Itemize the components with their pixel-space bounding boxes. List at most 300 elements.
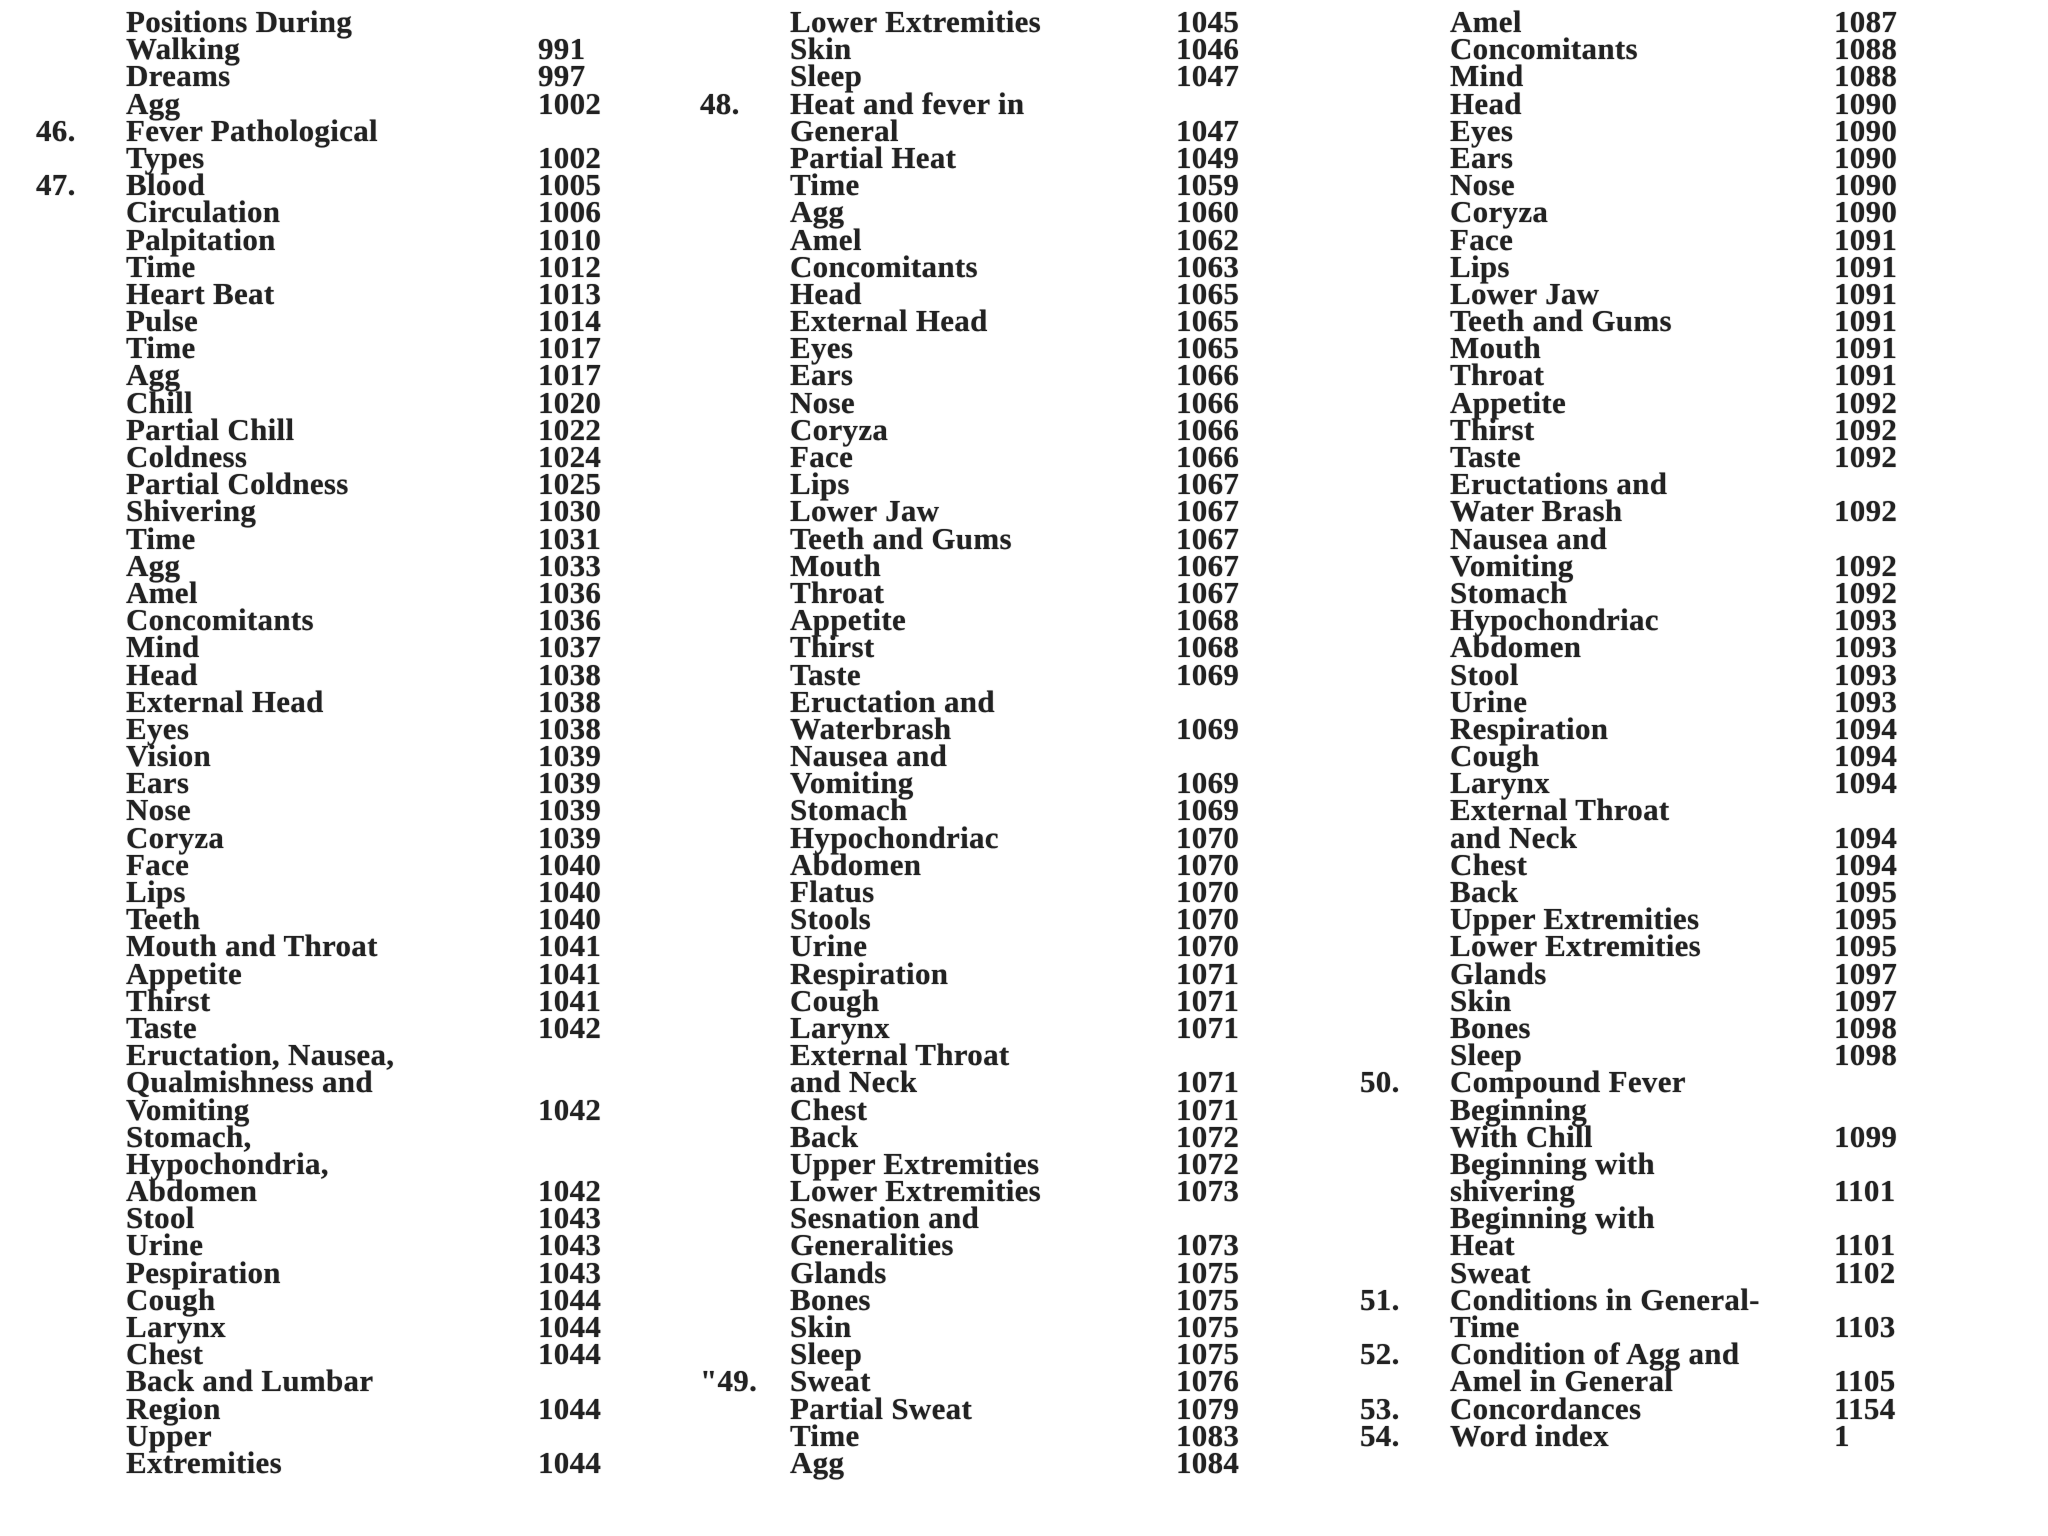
entry-title: Mouth [790, 547, 882, 583]
entry-title: Ears [790, 357, 854, 393]
page-number: 1030 [538, 493, 602, 529]
entry-title: Skin [790, 1309, 852, 1344]
index-entry [36, 1444, 636, 1480]
entry-title: Sleep [790, 58, 863, 94]
entry-title: Extremities [126, 1444, 282, 1480]
page-number: 1040 [538, 846, 602, 882]
entry-title: Ears [1450, 139, 1514, 175]
page-number: 1065 [1176, 330, 1240, 366]
page-number: 1017 [538, 357, 602, 393]
entry-title: Vomiting [126, 1091, 250, 1127]
page-number: 1075 [1176, 1309, 1240, 1344]
entry-title: Positions During [126, 4, 353, 39]
entry-title: Head [790, 275, 862, 311]
page-number: 1038 [538, 710, 602, 746]
page-number: 1070 [1176, 819, 1240, 855]
entry-title: Nose [1450, 167, 1515, 203]
page-number: 1091 [1834, 330, 1898, 366]
entry-title: Flatus [790, 874, 875, 909]
entry-title: Qualmishness and [126, 1064, 373, 1100]
page-number: 1044 [538, 1309, 602, 1344]
entry-title: External Throat [1450, 792, 1670, 828]
entry-title: Amel [790, 221, 862, 257]
page-number: 1039 [538, 792, 602, 828]
entry-title: Stool [126, 1200, 195, 1236]
index-entry [700, 1444, 1300, 1480]
entry-title: Beginning with [1450, 1145, 1655, 1181]
entry-title: Concordances [1450, 1390, 1642, 1426]
page-number: 1101 [1834, 1227, 1896, 1263]
page-number: 1005 [538, 167, 602, 203]
page-number: 1010 [538, 221, 602, 257]
entry-title: Generalities [790, 1227, 954, 1263]
page-number: 1070 [1176, 928, 1240, 964]
page-number: 991 [538, 31, 586, 67]
entry-title: Abdomen [1450, 629, 1582, 665]
entry-title: Skin [790, 31, 852, 67]
entry-title: Teeth [126, 901, 201, 937]
entry-title: Head [126, 656, 198, 692]
entry-title: Throat [1450, 357, 1545, 393]
entry-title: Sleep [1450, 1037, 1523, 1073]
entry-title: Conditions in General- [1450, 1281, 1760, 1317]
page-number: 1047 [1176, 112, 1240, 148]
page-number: 1091 [1834, 221, 1898, 257]
page-number: 1066 [1176, 384, 1240, 420]
page-number: 1037 [538, 629, 602, 665]
page-number: 1068 [1176, 629, 1240, 665]
page-number: 1012 [538, 248, 602, 284]
page-number: 1040 [538, 874, 602, 909]
entry-title: Sweat [1450, 1254, 1531, 1290]
page-number: 1073 [1176, 1227, 1240, 1263]
index-column-3 [1360, 4, 1960, 1453]
page-number: 1094 [1834, 710, 1898, 746]
entry-title: Eyes [790, 330, 854, 366]
page-number: 1002 [538, 85, 602, 121]
entry-title: Time [1450, 1309, 1520, 1344]
entry-title: Back [1450, 874, 1519, 909]
page-number: 1063 [1176, 248, 1240, 284]
entry-title: Hypochondriac [790, 819, 999, 855]
page-number: 1154 [1834, 1390, 1896, 1426]
entry-title: Circulation [126, 194, 281, 230]
entry-title: Thirst [126, 982, 211, 1018]
page-number: 1 [1834, 1417, 1850, 1453]
page-number: 1059 [1176, 167, 1240, 203]
entry-title: Stomach, [126, 1118, 252, 1154]
entry-title: Vomiting [790, 765, 914, 801]
chapter-number: 52. [1360, 1336, 1400, 1372]
entry-title: With Chill [1450, 1118, 1593, 1154]
page-number: 1068 [1176, 602, 1240, 638]
entry-title: Glands [790, 1254, 887, 1290]
entry-title: Lips [790, 466, 850, 502]
page-number: 1047 [1176, 58, 1240, 94]
page-number: 1006 [538, 194, 602, 230]
page-number: 1072 [1176, 1118, 1240, 1154]
page-number: 997 [538, 58, 586, 94]
entry-title: Mind [126, 629, 200, 665]
entry-title: Fever Pathological [126, 112, 378, 148]
page-number: 1099 [1834, 1118, 1898, 1154]
entry-title: Palpitation [126, 221, 276, 257]
entry-title: Back [790, 1118, 859, 1154]
page-number: 1041 [538, 955, 602, 991]
entry-title: Back and Lumbar [126, 1363, 374, 1399]
page-number: 1071 [1176, 982, 1240, 1018]
entry-title: Respiration [1450, 710, 1609, 746]
page-number: 1038 [538, 683, 602, 719]
entry-title: Lower Extremities [790, 1173, 1042, 1209]
entry-title: Amel [126, 574, 198, 610]
entry-title: Concomitants [126, 602, 314, 638]
entry-title: Chest [126, 1336, 204, 1372]
entry-title: and Neck [790, 1064, 918, 1100]
entry-title: Partial Coldness [126, 466, 349, 502]
chapter-number: 48. [700, 85, 740, 121]
page-number: 1087 [1834, 4, 1898, 39]
entry-title: Glands [1450, 955, 1547, 991]
page-number: 1060 [1176, 194, 1240, 230]
page-number: 1071 [1176, 1064, 1240, 1100]
page-number: 1066 [1176, 411, 1240, 447]
page-number: 1094 [1834, 765, 1898, 801]
entry-title: Throat [790, 574, 885, 610]
entry-title: shivering [1450, 1173, 1575, 1209]
page-number: 1066 [1176, 439, 1240, 474]
entry-title: Beginning [1450, 1091, 1588, 1127]
entry-title: Vision [126, 738, 212, 774]
entry-title: Larynx [1450, 765, 1550, 801]
entry-title: Water Brash [1450, 493, 1623, 529]
entry-title: Cough [126, 1281, 216, 1317]
page-number: 1071 [1176, 1009, 1240, 1045]
entry-title: Abdomen [790, 846, 922, 882]
page-number: 1079 [1176, 1390, 1240, 1426]
entry-title: Stools [790, 901, 872, 937]
page-number: 1097 [1834, 955, 1898, 991]
entry-title: Partial Heat [790, 139, 957, 175]
entry-title: Upper [126, 1417, 212, 1453]
page-number: 1092 [1834, 547, 1898, 583]
page-number: 1040 [538, 901, 602, 937]
page-number: 1017 [538, 330, 602, 366]
entry-title: Teeth and Gums [790, 520, 1012, 556]
entry-title: Eructation, Nausea, [126, 1037, 395, 1073]
page-number: 1094 [1834, 738, 1898, 774]
page-number: 1049 [1176, 139, 1240, 175]
entry-title: Heat and fever in [790, 85, 1025, 121]
entry-title: Mouth [1450, 330, 1542, 366]
page-number: 1044 [538, 1444, 602, 1480]
page-number: 1091 [1834, 357, 1898, 393]
page-number: 1066 [1176, 357, 1240, 393]
entry-title: Larynx [790, 1009, 890, 1045]
page-number: 1090 [1834, 112, 1898, 148]
page-number: 1036 [538, 574, 602, 610]
page-number: 1091 [1834, 248, 1898, 284]
page-number: 1033 [538, 547, 602, 583]
entry-title: Taste [126, 1009, 197, 1045]
page-number: 1067 [1176, 466, 1240, 502]
page-number: 1071 [1176, 955, 1240, 991]
page-number: 1092 [1834, 384, 1898, 420]
entry-title: Types [126, 139, 205, 175]
page-number: 1092 [1834, 574, 1898, 610]
entry-title: Lower Jaw [790, 493, 940, 529]
entry-title: Hypochondriac [1450, 602, 1659, 638]
entry-title: Amel [1450, 4, 1522, 39]
chapter-number: 47. [36, 167, 76, 203]
entry-title: Agg [790, 1444, 845, 1480]
entry-title: Upper Extremities [1450, 901, 1700, 937]
entry-title: Eructations and [1450, 466, 1668, 502]
entry-title: Coldness [126, 439, 248, 474]
page-number: 1095 [1834, 874, 1898, 909]
entry-title: Waterbrash [790, 710, 952, 746]
page-number: 1084 [1176, 1444, 1240, 1480]
entry-title: Agg [790, 194, 845, 230]
entry-title: Beginning with [1450, 1200, 1655, 1236]
page-number: 1095 [1834, 928, 1898, 964]
entry-title: Agg [126, 547, 181, 583]
page-number: 1090 [1834, 85, 1898, 121]
page-number: 1092 [1834, 493, 1898, 529]
entry-title: Partial Chill [126, 411, 295, 447]
page-number: 1098 [1834, 1009, 1898, 1045]
entry-title: Agg [126, 357, 181, 393]
entry-title: Appetite [790, 602, 907, 638]
page-number: 1067 [1176, 574, 1240, 610]
entry-title: Concomitants [790, 248, 978, 284]
page-number: 1041 [538, 982, 602, 1018]
page-number: 1043 [538, 1200, 602, 1236]
entry-title: Nose [126, 792, 191, 828]
page-number: 1038 [538, 656, 602, 692]
index-column-1 [36, 4, 636, 1480]
entry-title: Face [1450, 221, 1514, 257]
chapter-number: 50. [1360, 1064, 1400, 1100]
entry-title: Time [790, 1417, 860, 1453]
entry-title: Thirst [1450, 411, 1535, 447]
page-number: 1044 [538, 1281, 602, 1317]
entry-title: Cough [790, 982, 880, 1018]
page-number: 1043 [538, 1227, 602, 1263]
page-number: 1090 [1834, 194, 1898, 230]
page-number: 1083 [1176, 1417, 1240, 1453]
entry-title: Urine [1450, 683, 1528, 719]
page-number: 1039 [538, 819, 602, 855]
page-number: 1091 [1834, 275, 1898, 311]
chapter-number: 53. [1360, 1390, 1400, 1426]
entry-title: Nose [790, 384, 855, 420]
page-number: 1045 [1176, 4, 1240, 39]
index-entry [1360, 1417, 1960, 1453]
chapter-number: 46. [36, 112, 76, 148]
page-number: 1097 [1834, 982, 1898, 1018]
entry-title: Lower Extremities [790, 4, 1042, 39]
entry-title: Bones [1450, 1009, 1531, 1045]
entry-title: Urine [790, 928, 868, 964]
page-number: 1062 [1176, 221, 1240, 257]
entry-title: Appetite [126, 955, 243, 991]
entry-title: Taste [790, 656, 861, 692]
entry-title: Heat [1450, 1227, 1515, 1263]
page-number: 1042 [538, 1173, 602, 1209]
page-number: 1092 [1834, 439, 1898, 474]
page-number: 1002 [538, 139, 602, 175]
page-number: 1094 [1834, 846, 1898, 882]
page-number: 1090 [1834, 167, 1898, 203]
entry-title: Word index [1450, 1417, 1609, 1453]
page-number: 1072 [1176, 1145, 1240, 1181]
page-number: 1036 [538, 602, 602, 638]
page-number: 1043 [538, 1254, 602, 1290]
entry-title: Eructation and [790, 683, 995, 719]
page-number: 1042 [538, 1009, 602, 1045]
page-number: 1044 [538, 1390, 602, 1426]
entry-title: Upper Extremities [790, 1145, 1040, 1181]
entry-title: External Head [126, 683, 324, 719]
entry-title: Head [1450, 85, 1522, 121]
page-number: 1044 [538, 1336, 602, 1372]
entry-title: Time [126, 520, 196, 556]
entry-title: Pespiration [126, 1254, 281, 1290]
page-number: 1042 [538, 1091, 602, 1127]
page-number: 1069 [1176, 765, 1240, 801]
page-number: 1076 [1176, 1363, 1240, 1399]
entry-title: Abdomen [126, 1173, 258, 1209]
page-number: 1046 [1176, 31, 1240, 67]
index-column-2 [700, 4, 1300, 1480]
page-number: 1073 [1176, 1173, 1240, 1209]
page-number: 1071 [1176, 1091, 1240, 1127]
entry-title: Stool [1450, 656, 1519, 692]
entry-title: External Throat [790, 1037, 1010, 1073]
entry-title: Stomach [1450, 574, 1568, 610]
page-number: 1093 [1834, 629, 1898, 665]
entry-title: Chest [1450, 846, 1528, 882]
entry-title: Heart Beat [126, 275, 275, 311]
entry-title: External Head [790, 303, 988, 339]
entry-title: Time [126, 248, 196, 284]
entry-title: Chill [126, 384, 193, 420]
chapter-number: 51. [1360, 1281, 1400, 1317]
page-number: 1020 [538, 384, 602, 420]
page-number: 1093 [1834, 683, 1898, 719]
entry-title: Nausea and [1450, 520, 1608, 556]
chapter-number: 54. [1360, 1417, 1400, 1453]
page-number: 1041 [538, 928, 602, 964]
entry-title: Stomach [790, 792, 908, 828]
page-number: 1101 [1834, 1173, 1896, 1209]
entry-title: Sleep [790, 1336, 863, 1372]
entry-title: Hypochondria, [126, 1145, 329, 1181]
entry-title: Blood [126, 167, 206, 203]
page-number: 1095 [1834, 901, 1898, 937]
entry-title: Partial Sweat [790, 1390, 973, 1426]
entry-title: Mind [1450, 58, 1524, 94]
page-number: 1067 [1176, 520, 1240, 556]
chapter-number: "49. [700, 1363, 758, 1399]
page-number: 1014 [538, 303, 602, 339]
entry-title: Sweat [790, 1363, 871, 1399]
entry-title: Walking [126, 31, 241, 67]
entry-title: Face [126, 846, 190, 882]
page-number: 1090 [1834, 139, 1898, 175]
entry-title: Thirst [790, 629, 875, 665]
page-number: 1091 [1834, 303, 1898, 339]
page-number: 1094 [1834, 819, 1898, 855]
page-number: 1070 [1176, 846, 1240, 882]
page-number: 1075 [1176, 1254, 1240, 1290]
page-number: 1105 [1834, 1363, 1896, 1399]
page-number: 1098 [1834, 1037, 1898, 1073]
page-number: 1075 [1176, 1281, 1240, 1317]
page-number: 1069 [1176, 710, 1240, 746]
entry-title: Amel in General [1450, 1363, 1674, 1399]
page-number: 1039 [538, 738, 602, 774]
entry-title: Region [126, 1390, 221, 1426]
entry-title: Teeth and Gums [1450, 303, 1672, 339]
entry-title: and Neck [1450, 819, 1578, 855]
page-number: 1103 [1834, 1309, 1896, 1344]
entry-title: Coryza [790, 411, 889, 447]
entry-title: Respiration [790, 955, 949, 991]
page-number: 1031 [538, 520, 602, 556]
page-number: 1069 [1176, 792, 1240, 828]
entry-title: Taste [1450, 439, 1521, 474]
entry-title: Urine [126, 1227, 204, 1263]
entry-title: Dreams [126, 58, 231, 94]
entry-title: Coryza [1450, 194, 1549, 230]
entry-title: Sesnation and [790, 1200, 980, 1236]
entry-title: Concomitants [1450, 31, 1638, 67]
entry-title: Coryza [126, 819, 225, 855]
entry-title: Cough [1450, 738, 1540, 774]
page-number: 1092 [1834, 411, 1898, 447]
entry-title: Face [790, 439, 854, 474]
page-number: 1022 [538, 411, 602, 447]
entry-title: Time [790, 167, 860, 203]
page-number: 1070 [1176, 901, 1240, 937]
page-number: 1093 [1834, 602, 1898, 638]
page-number: 1093 [1834, 656, 1898, 692]
entry-title: Condition of Agg and [1450, 1336, 1740, 1372]
entry-title: Pulse [126, 303, 199, 339]
page-number: 1069 [1176, 656, 1240, 692]
entry-title: Appetite [1450, 384, 1567, 420]
entry-title: Lips [1450, 248, 1510, 284]
entry-title: Lower Jaw [1450, 275, 1600, 311]
entry-title: Ears [126, 765, 190, 801]
entry-title: Nausea and [790, 738, 948, 774]
page-number: 1065 [1176, 275, 1240, 311]
page-number: 1013 [538, 275, 602, 311]
page-number: 1088 [1834, 31, 1898, 67]
page-number: 1065 [1176, 303, 1240, 339]
entry-title: Eyes [126, 710, 190, 746]
entry-title: Time [126, 330, 196, 366]
entry-title: Vomiting [1450, 547, 1574, 583]
page-number: 1070 [1176, 874, 1240, 909]
page-number: 1025 [538, 466, 602, 502]
entry-title: Bones [790, 1281, 871, 1317]
page-number: 1067 [1176, 547, 1240, 583]
entry-title: Shivering [126, 493, 257, 529]
page-number: 1024 [538, 439, 602, 474]
